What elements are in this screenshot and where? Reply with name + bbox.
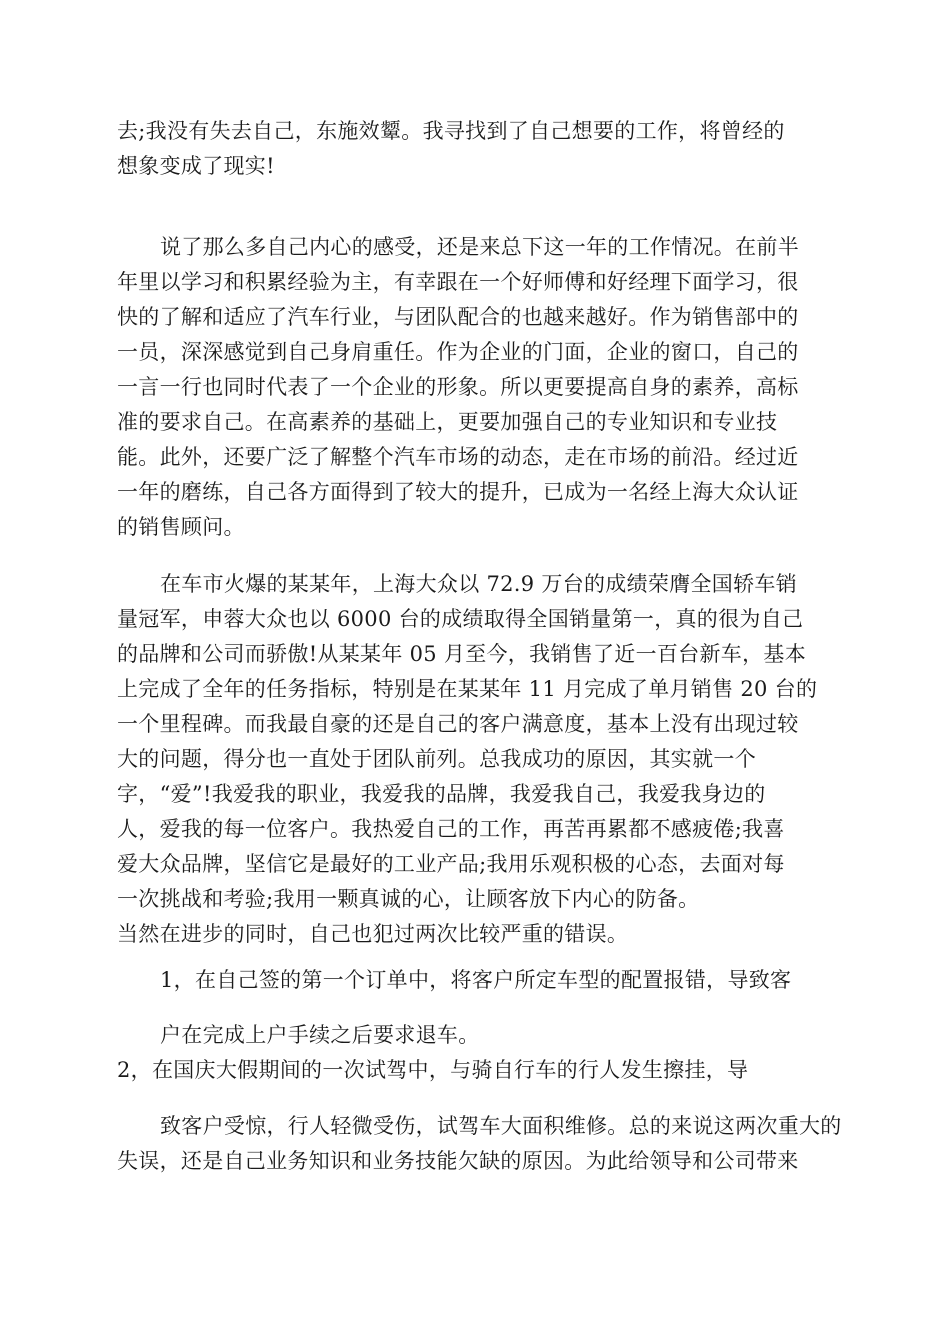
text-line: 准的要求自己。在高素养的基础上，更要加强自己的专业知识和专业技 <box>117 410 778 434</box>
text-line: 一年的磨练，自己各方面得到了较大的提升，已成为一名经上海大众认证 <box>117 480 799 504</box>
text-line: 字，“爱”!我爱我的职业，我爱我的品牌，我爱我自己，我爱我身边的 <box>117 782 766 806</box>
text-line: 去;我没有失去自己，东施效颦。我寻找到了自己想要的工作，将曾经的 <box>117 119 785 143</box>
text-line: 的品牌和公司而骄傲!从某某年 05 月至今，我销售了近一百台新车，基本 <box>117 642 807 666</box>
paragraph-first-line: 说了那么多自己内心的感受，还是来总下这一年的工作情况。在前半 <box>160 235 799 259</box>
text-line: 的销售顾问。 <box>117 515 245 539</box>
text-line: 能。此外，还要广泛了解整个汽车市场的动态，走在市场的前沿。经过近 <box>117 445 799 469</box>
paragraph-first-line: 在车市火爆的某某年，上海大众以 72.9 万台的成绩荣膺全国轿车销 <box>160 572 798 596</box>
text-line: 一次挑战和考验;我用一颗真诚的心，让顾客放下内心的防备。 <box>117 887 700 911</box>
text-line: 一员，深深感觉到自己身肩重任。作为企业的门面，企业的窗口，自己的 <box>117 340 799 364</box>
text-line: 2，在国庆大假期间的一次试驾中，与骑自行车的行人发生擦挂，导 <box>117 1058 749 1082</box>
text-line: 失误，还是自己业务知识和业务技能欠缺的原因。为此给领导和公司带来 <box>117 1149 799 1173</box>
text-line: 当然在进步的同时，自己也犯过两次比较严重的错误。 <box>117 922 629 946</box>
paragraph-first-line: 1，在自己签的第一个订单中，将客户所定车型的配置报错，导致客 <box>160 968 792 992</box>
text-line: 一个里程碑。而我最自豪的还是自己的客户满意度，基本上没有出现过较 <box>117 712 799 736</box>
paragraph-first-line: 致客户受惊，行人轻微受伤，试驾车大面积维修。总的来说这两次重大的 <box>160 1114 842 1138</box>
text-line: 人，爱我的每一位客户。我热爱自己的工作，再苦再累都不感疲倦;我喜 <box>117 817 785 841</box>
text-line: 一言一行也同时代表了一个企业的形象。所以更要提高自身的素养，高标 <box>117 375 799 399</box>
text-line: 大的问题，得分也一直处于团队前列。总我成功的原因，其实就一个 <box>117 747 756 771</box>
text-line: 快的了解和适应了汽车行业，与团队配合的也越来越好。作为销售部中的 <box>117 305 799 329</box>
text-line: 想象变成了现实! <box>117 154 275 178</box>
text-line: 年里以学习和积累经验为主，有幸跟在一个好师傅和好经理下面学习，很 <box>117 270 799 294</box>
text-line: 量冠军，申蓉大众也以 6000 台的成绩取得全国销量第一，真的很为自己 <box>117 607 804 631</box>
text-line: 上完成了全年的任务指标，特别是在某某年 11 月完成了单月销售 20 台的 <box>117 677 818 701</box>
text-line: 爱大众品牌，坚信它是最好的工业产品;我用乐观积极的心态，去面对每 <box>117 852 785 876</box>
paragraph-first-line: 户在完成上户手续之后要求退车。 <box>160 1023 480 1047</box>
